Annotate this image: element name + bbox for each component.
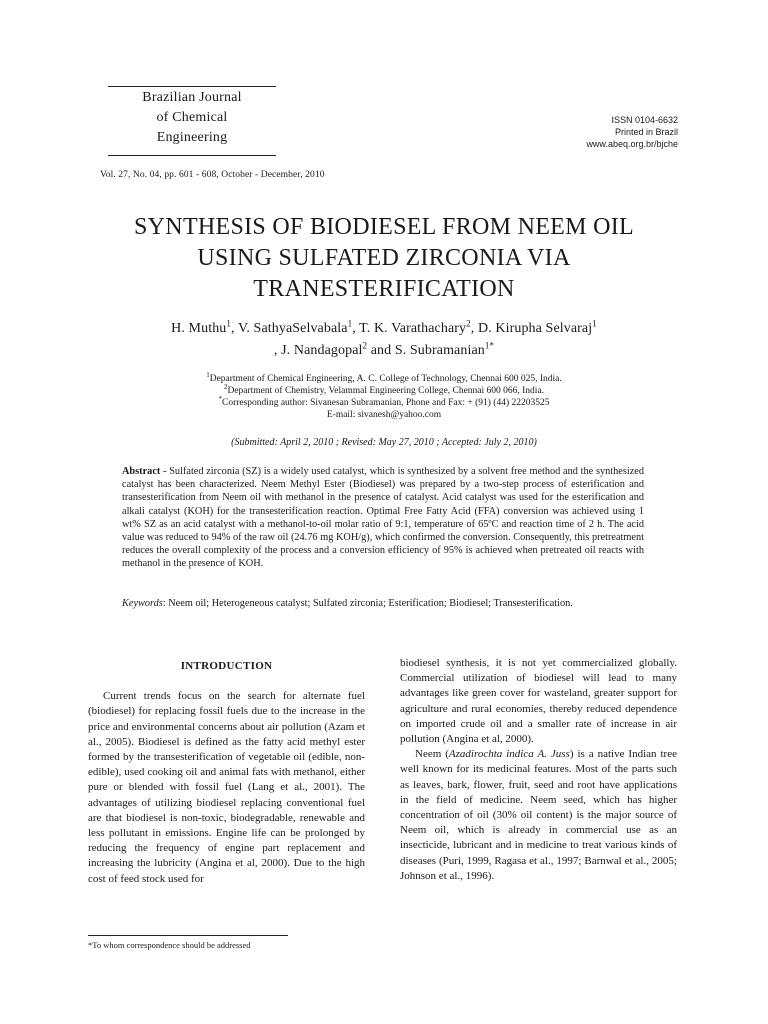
author-name: , V. SathyaSelvabala xyxy=(231,321,348,336)
title-line: USING SULFATED ZIRCONIA VIA xyxy=(197,245,571,271)
submission-dates: (Submitted: April 2, 2010 ; Revised: May 27, 2010 ; Accepted: July 2, 2010) xyxy=(231,437,537,448)
issn: ISSN 0104-6632 xyxy=(611,115,678,125)
masthead-bottom-rule xyxy=(108,155,276,156)
paragraph-text: ) is a native Indian tree well known for its medicinal features. Most of the parts such as leaves, bark, flower, fruit, seed and root have applications in the field of medicine. Neem seed, which has higher concentration of oil (30% oil content) is the major source of Neem oil, which is already in commercial use as an insecticide, lubricant and in medicine to treat various kinds of diseases (Puri, 1999, Ragasa et al., 1997; Barnwal et al., 2005; Johnson et al., 1996). xyxy=(400,748,677,882)
volume-line: Vol. 27, No. 04, pp. 601 - 608, October - December, 2010 xyxy=(100,170,325,180)
author-name: H. Muthu xyxy=(171,321,227,336)
title-line: TRANESTERIFICATION xyxy=(253,276,515,302)
affiliation-1 xyxy=(150,370,618,385)
affiliation-text: Department of Chemical Engineering, A. C. College of Technology, Chennai 600 025, India. xyxy=(209,374,562,384)
keywords-label: Keywords xyxy=(122,598,163,609)
masthead-top-rule xyxy=(108,86,276,87)
article-title xyxy=(60,212,708,305)
journal-name-line: Brazilian Journal xyxy=(142,90,242,105)
affiliation-marker: 2 xyxy=(223,382,228,391)
species-name: Azadirochta indica A. Juss xyxy=(448,748,570,761)
section-heading-introduction: INTRODUCTION xyxy=(180,660,273,672)
affiliation-marker: 1* xyxy=(484,340,495,351)
journal-url[interactable]: www.abeq.org.br/bjche xyxy=(586,139,678,149)
affiliation-marker: 2 xyxy=(466,318,471,329)
paragraph xyxy=(400,747,677,884)
keywords xyxy=(122,597,662,610)
journal-name-line: of Chemical xyxy=(156,110,228,125)
author-name: , T. K. Varathachary xyxy=(352,321,467,336)
author-name: and S. Subramanian xyxy=(367,343,485,358)
affiliation-marker: 1 xyxy=(206,370,210,379)
title-line: SYNTHESIS OF BIODIESEL FROM NEEM OIL xyxy=(134,214,634,240)
journal-name xyxy=(108,88,276,148)
email-line[interactable]: E-mail: sivanesh@yahoo.com xyxy=(326,410,442,420)
abstract xyxy=(122,465,644,571)
corresponding-author xyxy=(150,394,618,409)
affiliation-marker: 1 xyxy=(347,318,353,329)
author-name: , D. Kirupha Selvaraj xyxy=(470,321,593,336)
right-column xyxy=(400,656,677,884)
affiliation-text: Department of Chemistry, Velammal Engineering College, Chennai 600 066, India. xyxy=(227,386,545,396)
author-list xyxy=(90,318,678,362)
publication-info xyxy=(586,114,678,150)
affiliations xyxy=(150,370,618,421)
affiliation-marker: * xyxy=(218,394,222,403)
footnote-rule xyxy=(88,935,288,936)
affiliation-marker: 1 xyxy=(226,318,231,329)
author-name: , J. Nandagopal xyxy=(273,343,363,358)
keywords-text: : Neem oil; Heterogeneous catalyst; Sulfated zirconia; Esterification; Biodiesel; Transesterification. xyxy=(162,598,573,609)
left-column xyxy=(88,657,365,887)
paragraph: biodiesel synthesis, it is not yet commercialized globally. Commercial utilization of biodiesel will lead to many advantages like green cover for wasteland, greater support for agriculture and rural economies, thereby reduced dependence on imported crude oil and a smaller rate of increase in air pollution (Angina et al, 2000). xyxy=(400,657,677,746)
affiliation-marker: 1 xyxy=(592,318,597,329)
printed-in: Printed in Brazil xyxy=(614,127,678,137)
paragraph-text: Neem ( xyxy=(415,748,449,761)
footnote: *To whom correspondence should be addressed xyxy=(88,940,251,950)
abstract-label: Abstract xyxy=(122,466,161,477)
affiliation-marker: 2 xyxy=(362,340,368,351)
corresponding-author-text: Corresponding author: Sivanesan Subramanian, Phone and Fax: + (91) (44) 22203525 xyxy=(221,398,550,408)
journal-name-line: Engineering xyxy=(156,130,228,145)
paragraph: Current trends focus on the search for alternate fuel (biodiesel) for replacing fossil fuels due to the increase in the price and environmental concerns about air pollution (Azam et al., 2005). Biodiesel is defined as the fatty acid methyl ester formed by the transesterification of vegetable oil (edible, non-edible), used cooking oil and animal fats with methanol, either pure or blended with fossil fuel (Lang et al., 2001). The advantages of utilizing biodiesel replacing conventional fuel are that biodiesel is non-toxic, biodegradable, renewable and less pollutant in emissions. Engine life can be prolonged by reducing the frequency of engine part replacement and increasing the lubricity (Angina et al, 2000). Due to the high cost of feed stock used for xyxy=(88,690,365,885)
abstract-text: - Sulfated zirconia (SZ) is a widely used catalyst, which is synthesized by a solvent free method and the synthesized catalyst has been characterized. Neem Methyl Ester (Biodiesel) was prepared by a two-step process of esterification and transesterification from Neem oil with methanol in the presence of catalyst. Acid catalyst was used for the esterification and alkali catalyst (KOH) for the transesterification reaction. Optimal Free Fatty Acid (FFA) conversion was achieved using 1 wt% SZ as an acid catalyst with a methanol-to-oil molar ratio of 9:1, temperature of 65ºC and reaction time of 2 h. The acid value was reduced to 94% of the raw oil (24.76 mg KOH/g), which confirmed the conversion. Consequently, this pretreatment reduces the overall complexity of the process and a conversion efficiency of 95% is achieved when pretreated oil reacts with methanol in the presence of KOH. xyxy=(122,466,644,570)
